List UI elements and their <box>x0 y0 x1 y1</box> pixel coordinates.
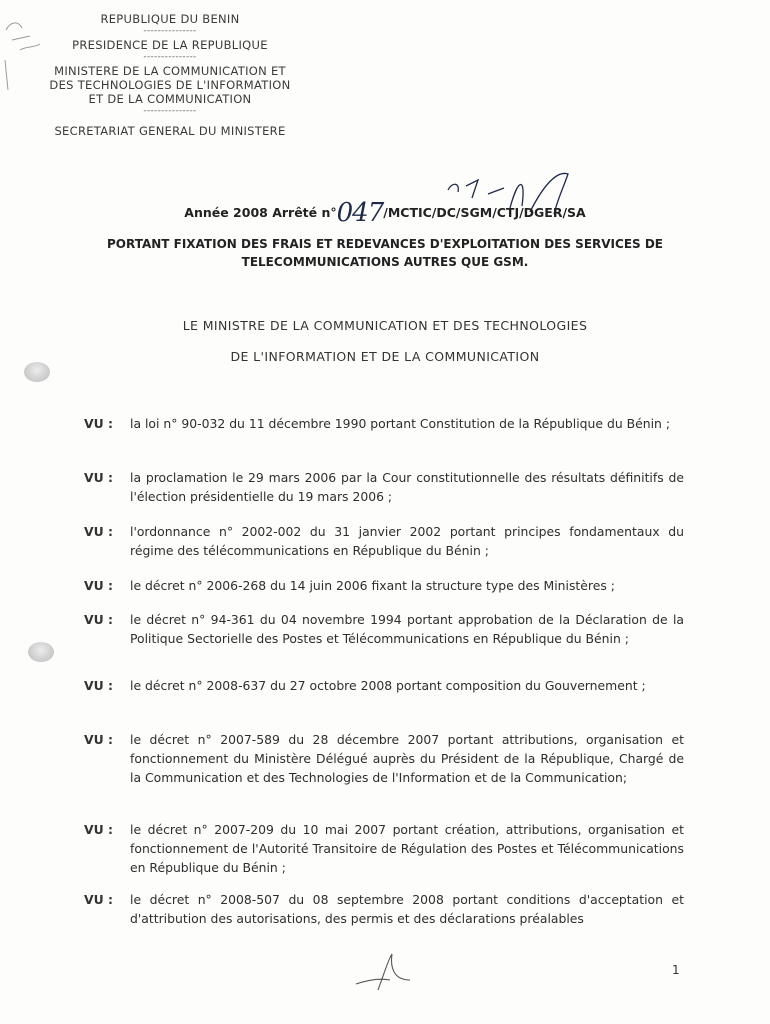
vu-label: VU : <box>84 470 113 485</box>
vu-label: VU : <box>84 732 113 747</box>
list-item <box>84 522 684 560</box>
vu-label: VU : <box>84 822 113 837</box>
letterhead-separator: --------------- <box>143 106 197 116</box>
vu-text: le décret n° 2006-268 du 14 juin 2006 fixant la structure type des Ministères ; <box>130 578 615 593</box>
decree-title-line2: TELECOMMUNICATIONS AUTRES QUE GSM. <box>241 255 529 269</box>
decree-reference <box>0 198 770 228</box>
decree-title-line1: PORTANT FIXATION DES FRAIS ET REDEVANCES D'EXPLOITATION DES SERVICES DE <box>107 237 663 251</box>
minister-heading <box>80 318 690 380</box>
minister-heading-line2: DE L'INFORMATION ET DE LA COMMUNICATION <box>230 349 540 364</box>
decree-title <box>80 235 690 271</box>
vu-label: VU : <box>84 678 113 693</box>
signature-initials <box>350 950 420 995</box>
letterhead-ministry-line2: DES TECHNOLOGIES DE L'INFORMATION <box>49 78 291 92</box>
vu-label: VU : <box>84 578 113 593</box>
punch-hole <box>24 362 50 382</box>
letterhead-separator: --------------- <box>143 52 197 62</box>
list-item <box>84 468 684 506</box>
vu-text: le décret n° 2008-637 du 27 octobre 2008 portant composition du Gouvernement ; <box>130 678 646 693</box>
minister-heading-line1: LE MINISTRE DE LA COMMUNICATION ET DES TECHNOLOGIES <box>182 318 588 333</box>
vu-label: VU : <box>84 612 113 627</box>
decree-number-handwritten: 047 <box>336 198 384 228</box>
vu-text: le décret n° 2007-209 du 10 mai 2007 portant création, attributions, organisation et fonctionnement de l'Autorité Transitoire de Régulation des Postes et Télécommunications en République du Bénin ; <box>130 822 684 875</box>
vu-text: la loi n° 90-032 du 11 décembre 1990 portant Constitution de la République du Bénin ; <box>130 416 671 431</box>
list-item <box>84 890 684 928</box>
letterhead <box>30 12 310 138</box>
list-item <box>84 676 684 695</box>
decree-suffix: /MCTIC/DC/SGM/CTJ/DGER/SA <box>383 205 586 220</box>
punch-hole <box>28 642 54 662</box>
letterhead-republic: REPUBLIQUE DU BENIN <box>100 12 240 26</box>
vu-text: le décret n° 94-361 du 04 novembre 1994 portant approbation de la Déclaration de la Politique Sectorielle des Postes et Télécommunications en République du Bénin ; <box>130 612 684 646</box>
letterhead-ministry-line3: ET DE LA COMMUNICATION <box>88 92 252 106</box>
page-number: 1 <box>672 963 680 977</box>
letterhead-presidency: PRESIDENCE DE LA REPUBLIQUE <box>72 38 268 52</box>
letterhead-secretariat: SECRETARIAT GENERAL DU MINISTERE <box>54 124 286 138</box>
decree-prefix: Année 2008 Arrêté n° <box>184 205 337 220</box>
vu-label: VU : <box>84 416 113 431</box>
vu-text: le décret n° 2007-589 du 28 décembre 2007 portant attributions, organisation et fonctionnement du Ministère Délégué auprès du Président de la République, Chargé de la Communication et des Technologies de l'Information et de la Communication; <box>130 732 684 785</box>
list-item <box>84 610 684 648</box>
vu-text: le décret n° 2008-507 du 08 septembre 2008 portant conditions d'acceptation et d'attribution des autorisations, des permis et des déclarations préalables <box>130 892 684 926</box>
letterhead-separator: --------------- <box>143 26 197 36</box>
vu-label: VU : <box>84 892 113 907</box>
vu-text: la proclamation le 29 mars 2006 par la Cour constitutionnelle des résultats définitifs de l'élection présidentielle du 19 mars 2006 ; <box>130 470 684 504</box>
letterhead-ministry-line1: MINISTERE DE LA COMMUNICATION ET <box>54 64 286 78</box>
list-item <box>84 730 684 787</box>
list-item <box>84 820 684 877</box>
list-item <box>84 576 684 595</box>
list-item <box>84 414 684 433</box>
vu-text: l'ordonnance n° 2002-002 du 31 janvier 2002 portant principes fondamentaux du régime des télécommunications en République du Bénin ; <box>130 524 684 558</box>
vu-label: VU : <box>84 524 113 539</box>
